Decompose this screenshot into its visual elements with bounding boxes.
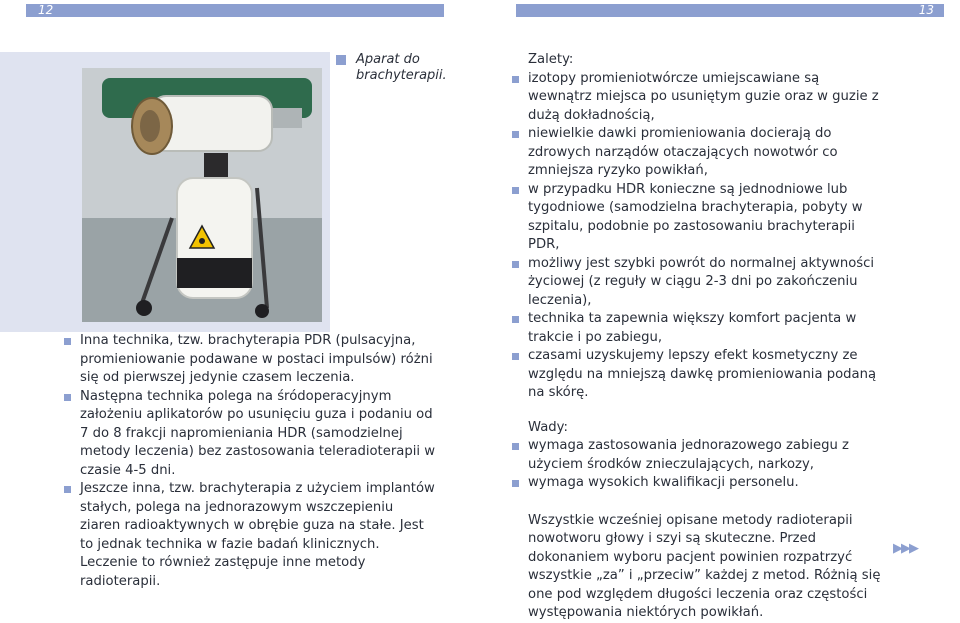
- right-page-number: 13: [918, 3, 934, 17]
- left-page-number: 12: [38, 3, 54, 17]
- section-spacer: [512, 493, 882, 512]
- list-item: niewielkie dawki promieniowania docierają do zdrowych narządów otaczających nowotwór co zmniejsza ryzyko powikłań,: [512, 125, 882, 181]
- list-item: w przypadku HDR konieczne są jednodniowe lub tygodniowe (samodzielna brachyterapia, pobyty w szpitalu, podobnie po zastosowaniu brachyterapii PDR,: [512, 181, 882, 255]
- advantages-heading: Zalety:: [528, 52, 574, 67]
- disadvantages-heading: Wady:: [528, 419, 568, 435]
- left-page-header: [26, 4, 444, 17]
- list-item: możliwy jest szybki powrót do normalnej aktywności życiowej (z reguły w ciągu 2-3 dni po zakończeniu leczenia),: [512, 255, 882, 311]
- left-bullet-list: [64, 332, 436, 591]
- list-item: wymaga zastosowania jednorazowego zabiegu z użyciem środków znieczulających, narkozy,: [512, 437, 882, 474]
- list-item: Następna technika polega na śródoperacyjnym założeniu aplikatorów po usunięciu guza i podaniu od 7 do 8 frakcji napromieniania HDR (samodzielnej metody leczenia) bez zastosowania teleradioterapii w czasie 4-5 dni.: [64, 388, 436, 481]
- list-item: Inna technika, tzw. brachyterapia PDR (pulsacyjna, promieniowanie podawane w postaci impulsów) różni się od pierwszej jedynie czasem leczenia.: [64, 332, 436, 388]
- list-item: izotopy promieniotwórcze umiejscawiane są wewnątrz miejsca po usuniętym guzie oraz w guzie z dużą dokładnością,: [512, 70, 882, 126]
- disadvantages-list: [512, 437, 882, 493]
- caption-bullet: [336, 55, 346, 65]
- device-illustration: [82, 68, 322, 322]
- right-page-header: [516, 4, 944, 17]
- list-item: technika ta zapewnia większy komfort pacjenta w trakcie i po zabiegu,: [512, 310, 882, 347]
- figure-caption: Aparat do brachyterapii.: [356, 52, 447, 83]
- advantages-list: [512, 70, 882, 403]
- list-item: czasami uzyskujemy lepszy efekt kosmetyczny ze względu na mniejszą dawkę promieniowania podaną na skórę.: [512, 347, 882, 403]
- section-spacer: [512, 403, 882, 419]
- list-item: Jeszcze inna, tzw. brachyterapia z użyciem implantów stałych, polega na jednorazowym wszczepieniu ziaren radioaktywnych w obrębie guza na stałe. Jest to jednak technika w fazie badań klinicznych. Leczenie to również zastępuje inne metody radioterapii.: [64, 480, 436, 591]
- next-page-arrows-icon: ▶▶▶: [893, 541, 917, 556]
- list-item: wymaga wysokich kwalifikacji personelu.: [512, 474, 882, 493]
- left-text-column: [64, 332, 436, 591]
- brachytherapy-device-photo: [82, 68, 322, 322]
- closing-paragraph: Wszystkie wcześniej opisane metody radioterapii nowotworu głowy i szyi są skuteczne. Przed dokonaniem wyboru pacjent powinien rozpatrzyć wszystkie „za” i „przeciw” każdej z metod. Różnią się one pod względem długości leczenia oraz częstości występowania niektórych powikłań.: [528, 512, 881, 620]
- right-text-column: [512, 51, 882, 623]
